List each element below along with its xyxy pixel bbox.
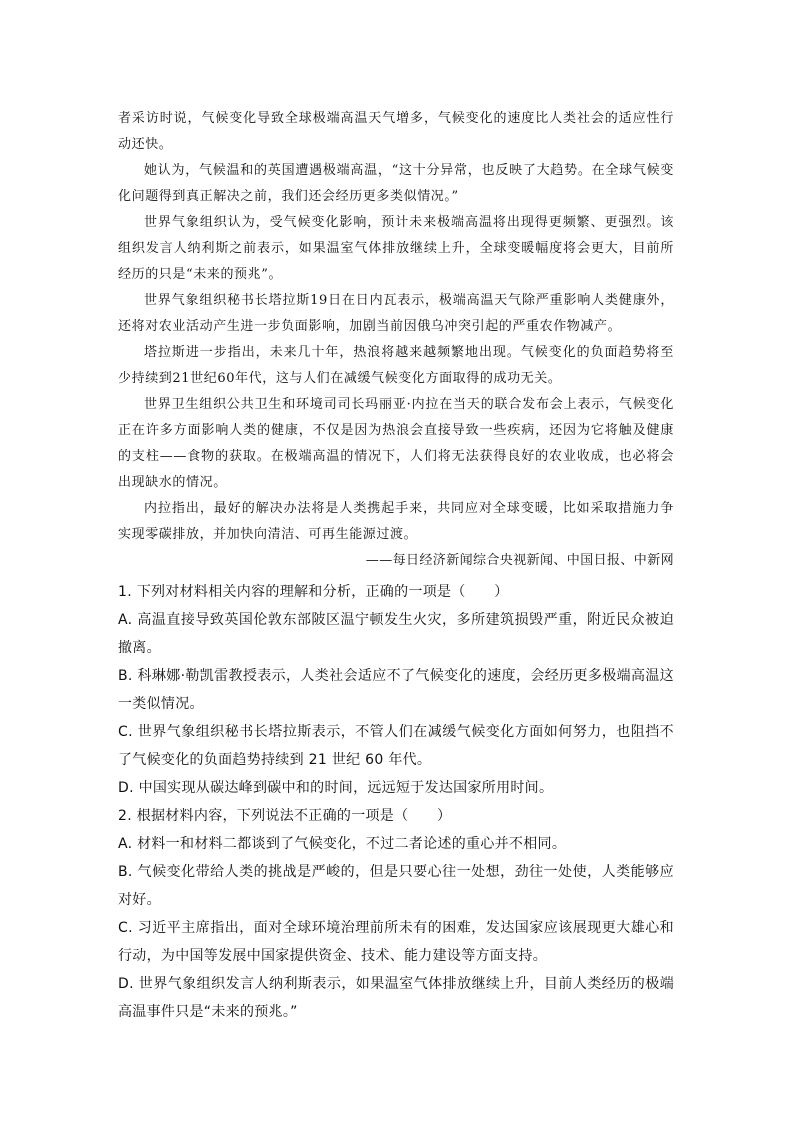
question-stem: 1. 下列对材料相关内容的理解和分析，正确的一项是（ ） <box>118 584 509 600</box>
article-paragraph: 她认为，气候温和的英国遭遇极端高温，“这十分异常，也反映了大趋势。在全球气候变化问题得到真正解决之前，我们还会经历更多类似情况。” <box>118 163 674 204</box>
question-list <box>118 578 674 1026</box>
content-area <box>118 106 674 1026</box>
question-item <box>118 578 674 802</box>
article-paragraph: 世界气象组织秘书长塔拉斯19日在日内瓦表示，极端高温天气除严重影响人类健康外，还将对农业活动产生进一步负面影响，加剧当前因俄乌冲突引起的严重农作物减产。 <box>118 293 674 334</box>
article-paragraph: 者采访时说，气候变化导致全球极端高温天气增多，气候变化的速度比人类社会的适应性行动还快。 <box>118 111 674 152</box>
question-option: B. 科琳娜·勒凯雷教授表示，人类社会适应不了气候变化的速度，会经历更多极端高温这一类似情况。 <box>118 668 674 712</box>
question-option: C. 习近平主席指出，面对全球环境治理前所未有的困难，发达国家应该展现更大雄心和行动，为中国等发展中国家提供资金、技术、能力建设等方面支持。 <box>118 920 674 964</box>
article-source: ——每日经济新闻综合央视新闻、中国日报、中新网 <box>365 553 674 568</box>
article-paragraph: 塔拉斯进一步指出，未来几十年，热浪将越来越频繁地出现。气候变化的负面趋势将至少持续到21世纪60年代，这与人们在减缓气候变化方面取得的成功无关。 <box>118 345 674 386</box>
question-option: A. 高温直接导致英国伦敦东部陂区温宁顿发生火灾，多所建筑损毁严重，附近民众被迫撤离。 <box>118 612 674 656</box>
question-stem: 2. 根据材料内容，下列说法不正确的一项是（ ） <box>118 808 452 824</box>
question-item <box>118 802 674 1026</box>
article-paragraph: 世界气象组织认为，受气候变化影响，预计未来极端高温将出现得更频繁、更强烈。该组织发言人纳利斯之前表示，如果温室气体排放继续上升，全球变暖幅度将会更大，目前所经历的只是“未来的预兆”。 <box>118 215 674 282</box>
question-option: B. 气候变化带给人类的挑战是严峻的，但是只要心往一处想，劲往一处使，人类能够应对好。 <box>118 864 674 908</box>
article-paragraph: 内拉指出，最好的解决办法将是人类携起手来，共同应对全球变暖，比如采取措施力争实现零碳排放，并加快向清洁、可再生能源过渡。 <box>118 501 674 542</box>
question-option: A. 材料一和材料二都谈到了气候变化，不过二者论述的重心并不相同。 <box>118 836 567 852</box>
article-body <box>118 106 674 574</box>
question-option: C. 世界气象组织秘书长塔拉斯表示，不管人们在减缓气候变化方面如何努力，也阻挡不了气候变化的负面趋势持续到 21 世纪 60 年代。 <box>118 724 674 768</box>
article-paragraph: 世界卫生组织公共卫生和环境司司长玛丽亚·内拉在当天的联合发布会上表示，气候变化正在许多方面影响人类的健康，不仅是因为热浪会直接导致一些疾病，还因为它将触及健康的支柱——食物的获取。在极端高温的情况下，人们将无法获得良好的农业收成，也必将会出现缺水的情况。 <box>118 397 674 490</box>
question-option: D. 中国实现从碳达峰到碳中和的时间，远远短于发达国家所用时间。 <box>118 780 554 796</box>
question-option: D. 世界气象组织发言人纳利斯表示，如果温室气体排放继续上升，目前人类经历的极端高温事件只是“未来的预兆。” <box>118 976 674 1020</box>
